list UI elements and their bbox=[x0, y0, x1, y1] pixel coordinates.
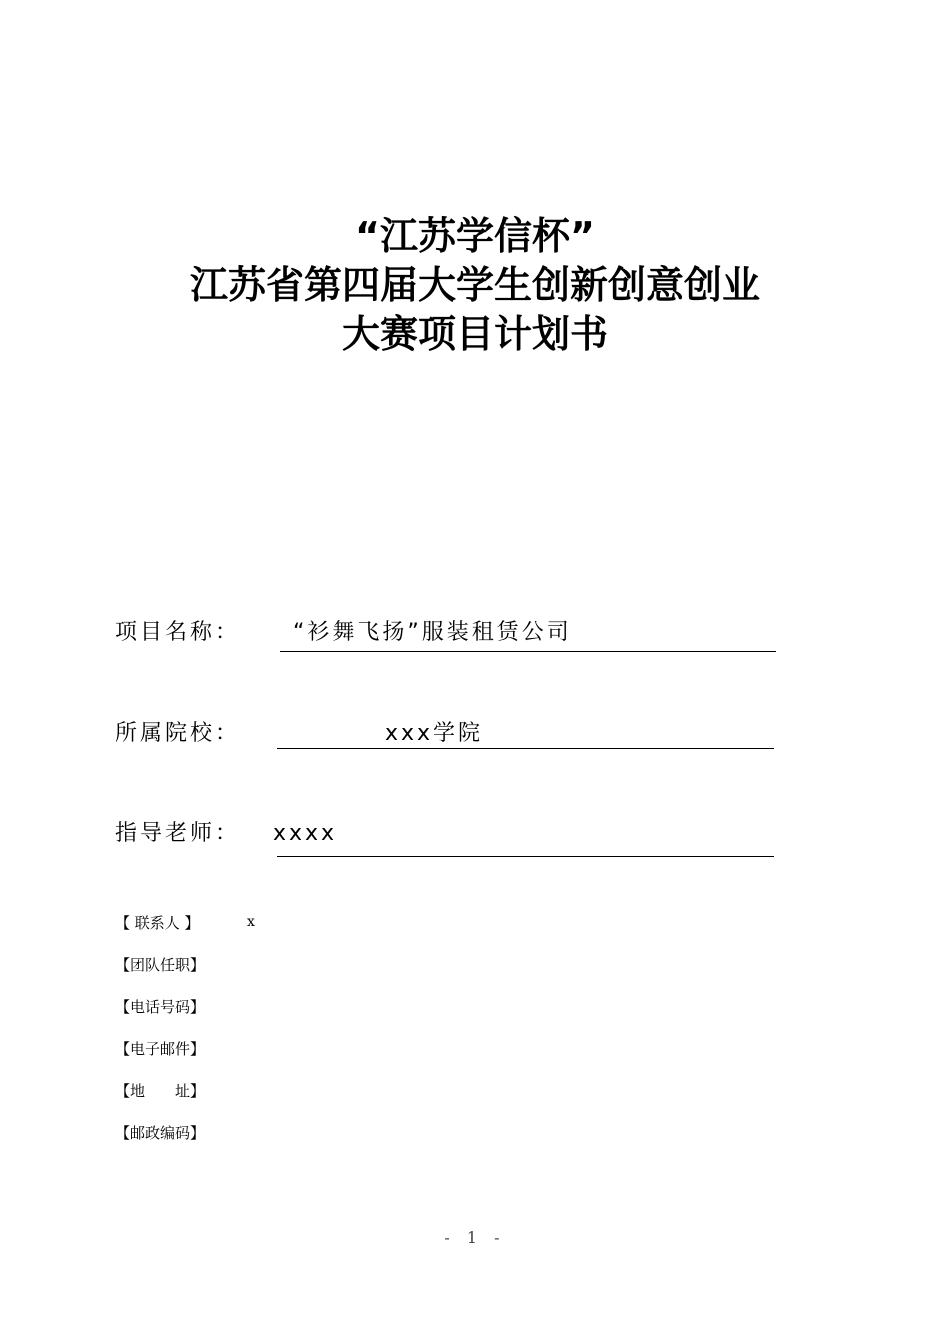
advisor-value: xxxx bbox=[273, 821, 338, 846]
title-line-2: 江苏省第四届大学生创新创意创业 bbox=[189, 263, 760, 307]
school-underline bbox=[277, 748, 774, 749]
advisor-label: 指导老师： bbox=[115, 821, 241, 846]
contact-person-value: x bbox=[247, 914, 255, 930]
title-line-3: 大赛项目计划书 bbox=[341, 312, 608, 356]
project-name-underline bbox=[280, 651, 776, 652]
document-title bbox=[0, 212, 950, 359]
page-number: - 1 - bbox=[444, 1228, 506, 1247]
contact-person-label: 【 联系人 】 bbox=[115, 914, 200, 932]
email-label: 【电子邮件】 bbox=[115, 1040, 206, 1058]
school-value: xxx学院 bbox=[385, 721, 484, 746]
postal-code-label: 【邮政编码】 bbox=[115, 1124, 206, 1142]
address-label: 【地 址】 bbox=[115, 1082, 206, 1100]
advisor-underline bbox=[277, 856, 774, 857]
phone-label: 【电话号码】 bbox=[115, 998, 206, 1016]
team-role-label: 【团队任职】 bbox=[115, 956, 206, 974]
project-name-value: “衫舞飞扬”服装租赁公司 bbox=[293, 620, 572, 645]
title-line-1: “江苏学信杯” bbox=[355, 214, 595, 258]
school-label: 所属院校： bbox=[115, 721, 241, 746]
project-name-label: 项目名称： bbox=[115, 620, 241, 645]
